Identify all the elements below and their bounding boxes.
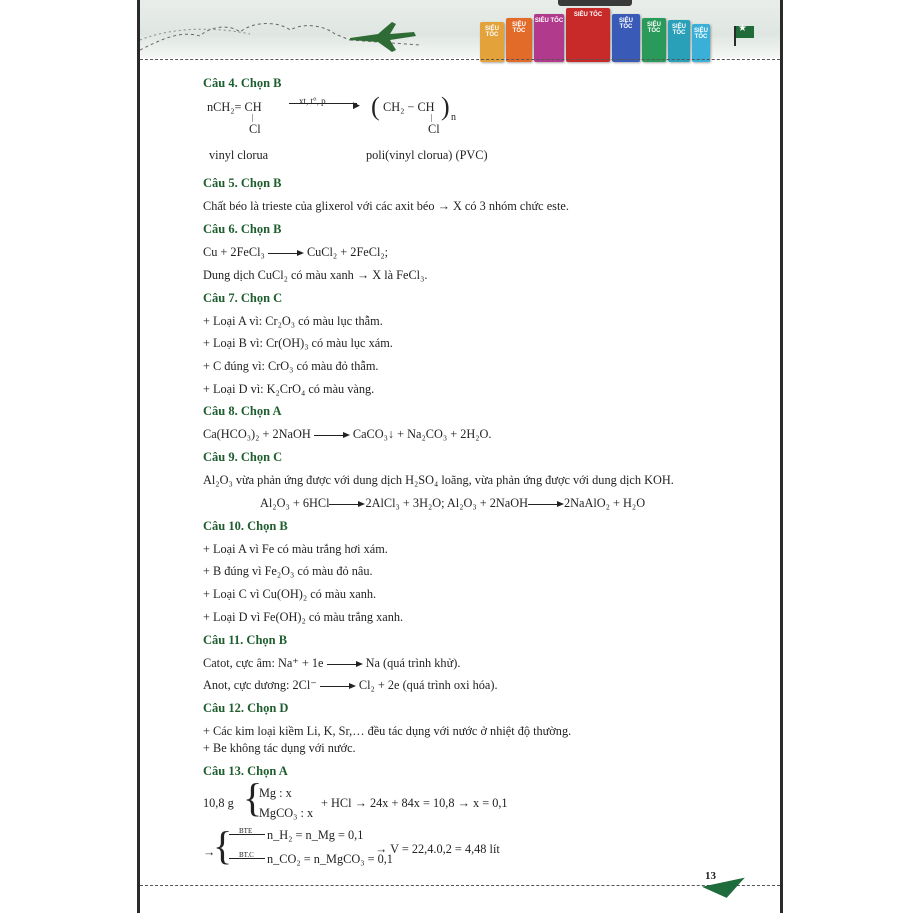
book-cover: SIÊU TỐC (506, 18, 532, 62)
q4-condition: xt, t°, p (299, 96, 326, 106)
q12-line: + Be không tác dụng với nước. (203, 741, 356, 755)
q12-title: Câu 12. Chọn D (203, 701, 289, 715)
q13-title: Câu 13. Chọn A (203, 764, 288, 778)
q6-line2: Dung dịch CuCl₂ có màu xanh → X là FeCl₃. (203, 268, 428, 282)
document-page[interactable]: SIÊU TỐC SIÊU TỐC SIÊU TỐC SIÊU TỐC SIÊU TỐC SIÊU TỐC SIÊU TỐC SIÊU TỐC ★ Câu 4. Chọn B nCH₂= CH | Cl xt, t°, p ▶ ( CH₂ − CH | Cl ) n vinyl clorua poli(vinyl clorua) (PVC) Câu 5. Chọn B Chất béo là trieste của glixerol với các axit béo → X có 3 nhóm chức este. Câu 6. Chọn B Cu + 2FeCl₃ CuCl₂ + 2FeCl₂; Dung dịch CuCl₂ có màu xanh → X là FeCl₃. Câu 7. Chọn C + Loại A vì: Cr₂O₃ có màu lục thẫm. + Loại B vì: Cr(OH)₃ có màu lục xám. + C đúng vì: CrO₃ có màu đỏ thẫm. + Loại D vì: K₂CrO₄ có màu vàng. Câu 8. Chọn A Ca(HCO₃)₂ + 2NaOH CaCO₃↓ + Na₂CO₃ + 2H₂O. Câu 9. Chọn C Al₂O₃ vừa phản ứng được với dung dịch H₂SO₄ loãng, vừa phản ứng được với dung dịch KOH. Al₂O₃ + 6HCl 2AlCl₃ + 3H₂O; Al₂O₃ + 2NaOH 2NaAlO₂ + H₂O Câu 10. Chọn B + Loại A vì Fe có màu trắng hơi xám. + B đúng vì Fe₂O₃ có màu đỏ nâu. + Loại C vì Cu(OH)₂ có màu xanh. + Loại D vì Fe(OH)₂ có màu trắng xanh. Câu 11. Chọn B Catot, cực âm: Na⁺ + 1e Na (quá trình khử). Anot, cực dương: 2Cl⁻ Cl₂ + 2e (quá trình oxi hóa). Câu 12. Chọn D + Các kim loại kiềm Li, K, Sr,… đều tác dụng với nước ở nhiệt độ thường. + Be không tác dụng với nước. Câu 13. Chọn A 10,8 g { Mg : x MgCO₃ : x + HCl → 24x + 84x = 10,8 → x = 0,1 → { BTE n_H₂ = n_Mg = 0,1 BT.C n_CO₂ = n_MgCO₃ = 0,1 → V = 22,4.0,2 = 4,48 lít 13 (137, 0, 783, 913)
book-cover: SIÊU TỐC (668, 20, 690, 62)
star-icon: ★ (738, 23, 747, 34)
q4-reactant: nCH₂= CH (207, 100, 262, 114)
q13-brace-1: { (243, 775, 263, 820)
q11-title: Câu 11. Chọn B (203, 633, 288, 647)
q11-anode: Anot, cực dương: 2Cl⁻ Cl₂ + 2e (quá trình oxi hóa). (203, 678, 498, 692)
q7-line: + C đúng vì: CrO₃ có màu đỏ thẫm. (203, 359, 379, 373)
book-cover: SIÊU TỐC (692, 24, 710, 62)
book-cover: SIÊU TỐC (534, 14, 564, 62)
q4-product-sub: Cl (428, 122, 440, 136)
q7-title: Câu 7. Chọn C (203, 291, 283, 305)
jet-plane-icon (348, 18, 418, 54)
page-header-banner (140, 0, 780, 58)
q13-bottom: MgCO₃ : x (259, 806, 314, 820)
q4-product-n: n (451, 112, 456, 123)
viewer-top-tab[interactable] (558, 0, 632, 6)
q10-line: + B đúng vì Fe₂O₃ có màu đỏ nâu. (203, 564, 373, 578)
footer-divider (140, 885, 780, 886)
q5-line1: Chất béo là trieste của glixerol với các axit béo → X có 3 nhóm chức este. (203, 199, 569, 213)
q9-equation: Al₂O₃ + 6HCl 2AlCl₃ + 3H₂O; Al₂O₃ + 2NaOH 2NaAlO₂ + H₂O (260, 496, 646, 510)
header-divider (140, 59, 780, 60)
q12-line: + Các kim loại kiềm Li, K, Sr,… đều tác dụng với nước ở nhiệt độ thường. (203, 724, 572, 738)
q5-title: Câu 5. Chọn B (203, 176, 282, 190)
q6-equation: Cu + 2FeCl₃ CuCl₂ + 2FeCl₂; (203, 245, 389, 259)
book-cover: SIÊU TỐC (612, 14, 640, 62)
q4-title: Câu 4. Chọn B (203, 76, 282, 90)
q8-title: Câu 8. Chọn A (203, 404, 282, 418)
q4-reactant-sub: Cl (249, 122, 261, 136)
q13-arrow: → (203, 845, 216, 859)
q8-equation: Ca(HCO₃)₂ + 2NaOH CaCO₃↓ + Na₂CO₃ + 2H₂O. (203, 427, 492, 441)
book-cover: SIÊU TỐC (566, 8, 610, 62)
q13-top: Mg : x (259, 786, 292, 800)
q13-rest: + HCl → 24x + 84x = 10,8 → x = 0,1 (321, 796, 508, 810)
q4-product: CH₂ − CH (383, 100, 435, 114)
q13-bte: BTE (239, 827, 253, 835)
q4-arrow (289, 103, 357, 104)
book-cover: SIÊU TỐC (642, 18, 666, 62)
q10-line: + Loại D vì Fe(OH)₂ có màu trắng xanh. (203, 610, 404, 624)
q13-btc: BT.C (239, 851, 254, 859)
q4-name-left: vinyl clorua (209, 148, 269, 162)
book-cover: SIÊU TỐC (480, 22, 504, 62)
q9-title: Câu 9. Chọn C (203, 450, 283, 464)
q7-line: + Loại B vì: Cr(OH)₃ có màu lục xám. (203, 336, 393, 350)
q13-mass: 10,8 g (203, 796, 234, 810)
q13-brace-2: { (213, 823, 233, 868)
page-number: 13 (705, 870, 716, 882)
q7-line: + Loại A vì: Cr₂O₃ có màu lục thẫm. (203, 314, 383, 328)
q13-l2: n_CO₂ = n_MgCO₃ = 0,1 (267, 852, 393, 866)
q11-cathode: Catot, cực âm: Na⁺ + 1e Na (quá trình khử). (203, 656, 461, 670)
book-covers-strip (480, 10, 710, 62)
q6-title: Câu 6. Chọn B (203, 222, 282, 236)
q7-line: + Loại D vì: K₂CrO₄ có màu vàng. (203, 382, 375, 396)
q9-line1: Al₂O₃ vừa phản ứng được với dung dịch H₂SO₄ loãng, vừa phản ứng được với dung dịch KOH. (203, 473, 674, 487)
q13-l1: n_H₂ = n_Mg = 0,1 (267, 828, 364, 842)
q10-line: + Loại A vì Fe có màu trắng hơi xám. (203, 542, 388, 556)
q10-title: Câu 10. Chọn B (203, 519, 288, 533)
q13-result: → V = 22,4.0,2 = 4,48 lít (375, 842, 500, 856)
q4-name-right: poli(vinyl clorua) (PVC) (366, 148, 488, 162)
q10-line: + Loại C vì Cu(OH)₂ có màu xanh. (203, 587, 377, 601)
